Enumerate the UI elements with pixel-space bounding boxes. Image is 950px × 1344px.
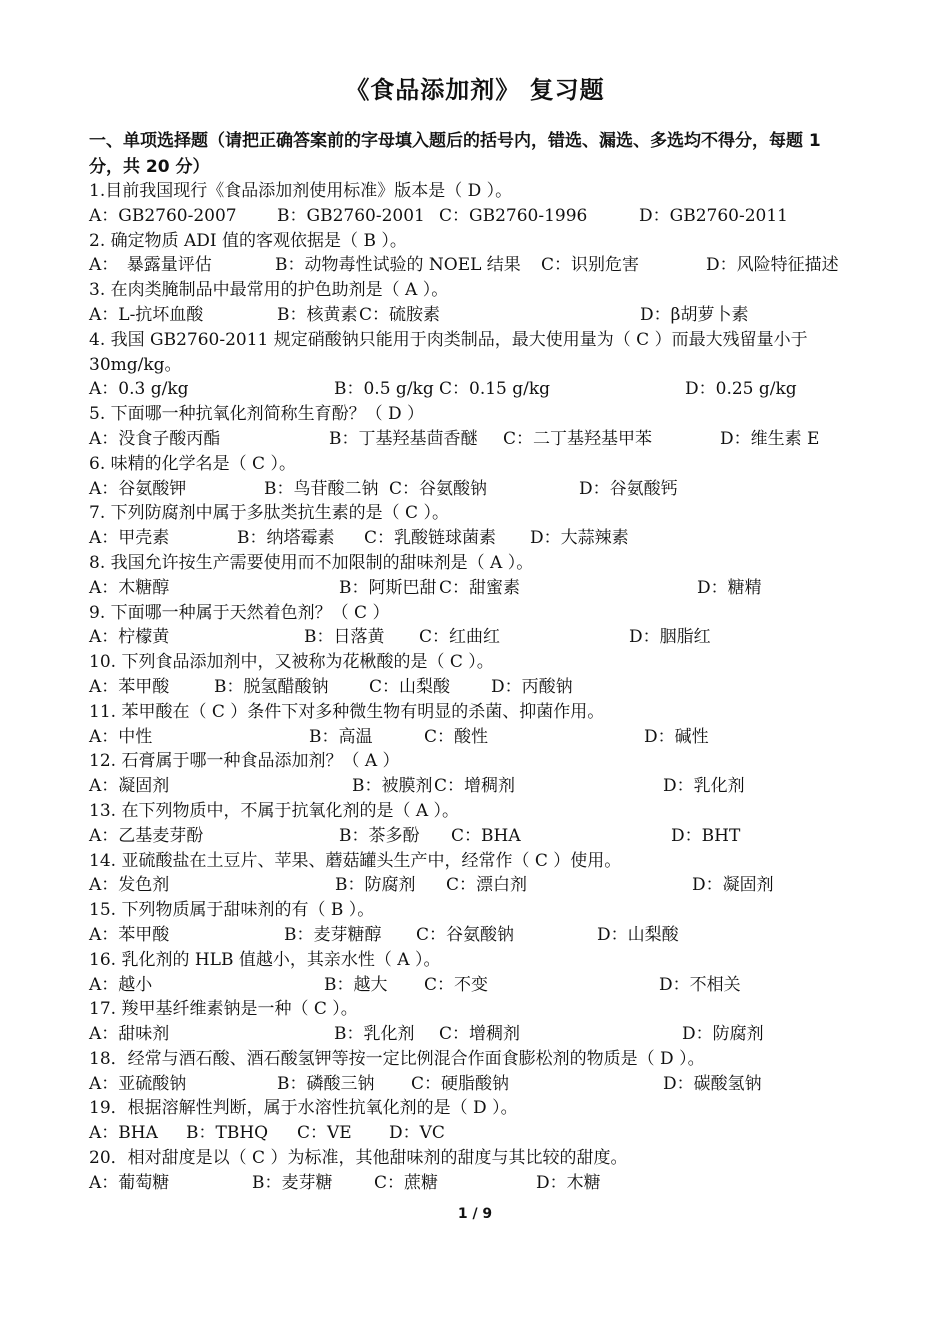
option-b: B：鸟苷酸二钠 <box>264 478 379 499</box>
option-b: B：核黄素 <box>277 304 358 325</box>
question-text: 7. 下列防腐剂中属于多肽类抗生素的是（ C ）。 <box>89 503 449 524</box>
question-text: 10. 下列食品添加剂中，又被称为花楸酸的是（ C ）。 <box>89 652 494 673</box>
option-d: D：VC <box>389 1123 445 1144</box>
options-row <box>89 477 869 502</box>
option-b: B：高温 <box>309 726 373 747</box>
option-a: A：乙基麦芽酚 <box>89 825 204 846</box>
option-a: A：亚硫酸钠 <box>89 1073 187 1094</box>
option-d: D：GB2760-2011 <box>639 205 788 226</box>
question-text: 20．相对甜度是以（ C ）为标准，其他甜味剂的甜度与其比较的甜度。 <box>89 1148 628 1169</box>
option-d: D：糖精 <box>697 577 762 598</box>
option-c: C：漂白剂 <box>446 875 528 896</box>
options-row <box>89 774 869 799</box>
option-b: B：茶多酚 <box>339 825 420 846</box>
question-text: 17. 羧甲基纤维素钠是一种（ C ）。 <box>89 999 358 1020</box>
option-c: C：不变 <box>424 974 489 995</box>
question-text: 19．根据溶解性判断，属于水溶性抗氧化剂的是（ D ）。 <box>89 1098 518 1119</box>
question-text: 3. 在肉类腌制品中最常用的护色助剂是（ A ）。 <box>89 280 449 301</box>
option-b: B：防腐剂 <box>335 875 416 896</box>
options-row <box>89 427 869 452</box>
option-c: C：0.15 g/kg <box>439 379 551 400</box>
option-b: B：0.5 g/kg <box>334 379 434 400</box>
option-a: A： 暴露量评估 <box>89 255 212 276</box>
options-row <box>89 923 869 948</box>
option-b: B：越大 <box>324 974 388 995</box>
option-c: C：酸性 <box>424 726 489 747</box>
question-text: 2. 确定物质 ADI 值的客观依据是（ B ）。 <box>89 230 407 251</box>
option-c: C：山梨酸 <box>369 676 451 697</box>
option-d: D：乳化剂 <box>663 776 745 797</box>
section-heading: 一、单项选择题（请把正确答案前的字母填入题后的括号内，错选、漏选、多选均不得分，每题 1 分，共 20 分） <box>89 131 821 177</box>
option-b: B：GB2760-2001 <box>277 205 425 226</box>
option-b: B：乳化剂 <box>334 1024 415 1045</box>
option-c: C：乳酸链球菌素 <box>364 528 497 549</box>
options-row <box>89 675 869 700</box>
option-d: D：碱性 <box>644 726 709 747</box>
question-text: 12. 石膏属于哪一种食品添加剂？（ A ） <box>89 751 400 772</box>
document-title: 《食品添加剂》 复习题 <box>345 76 605 104</box>
question-text: 11. 苯甲酸在（ C ）条件下对多种微生物有明显的杀菌、抑菌作用。 <box>89 701 605 722</box>
option-b: B：脱氢醋酸钠 <box>214 676 329 697</box>
options-row <box>89 303 869 328</box>
options-row <box>89 253 869 278</box>
question-text: 8. 我国允许按生产需要使用而不加限制的甜味剂是（ A ）。 <box>89 552 534 573</box>
question-text: 9. 下面哪一种属于天然着色剂？（ C ） <box>89 602 390 623</box>
option-c: C：BHA <box>451 825 521 846</box>
question-text: 4. 我国 GB2760-2011 规定硝酸钠只能用于肉类制品，最大使用量为（ C ）而最大残留量小于 30mg/kg。 <box>89 329 808 375</box>
option-a: A：甜味剂 <box>89 1024 170 1045</box>
option-b: B：麦芽糖 <box>252 1172 333 1193</box>
option-b: B：动物毒性试验的 NOEL 结果 <box>275 255 521 276</box>
option-d: D：BHT <box>671 825 741 846</box>
option-b: B：TBHQ <box>186 1123 269 1144</box>
option-c: C：硫胺素 <box>359 304 441 325</box>
option-c: C：VE <box>297 1123 352 1144</box>
question-text: 18．经常与酒石酸、酒石酸氢钾等按一定比例混合作面食膨松剂的物质是（ D ）。 <box>89 1048 705 1069</box>
option-d: D：大蒜辣素 <box>530 528 629 549</box>
options-row <box>89 1022 869 1047</box>
option-a: A：谷氨酸钾 <box>89 478 187 499</box>
option-a: A：木糖醇 <box>89 577 170 598</box>
options-row <box>89 625 869 650</box>
option-a: A：GB2760-2007 <box>89 205 237 226</box>
options-row <box>89 1121 869 1146</box>
page-number: 1 / 9 <box>457 1206 493 1222</box>
option-b: B：磷酸三钠 <box>277 1073 375 1094</box>
question-text: 5. 下面哪一种抗氧化剂简称生育酚？（ D ） <box>89 404 425 425</box>
question-text: 16. 乳化剂的 HLB 值越小，其亲水性（ A ）。 <box>89 949 441 970</box>
question-list <box>89 179 869 1196</box>
option-c: C：增稠剂 <box>439 1024 521 1045</box>
option-d: D：谷氨酸钙 <box>579 478 678 499</box>
option-b: B：纳塔霉素 <box>237 528 335 549</box>
option-a: A：没食子酸丙酯 <box>89 428 221 449</box>
options-row <box>89 204 869 229</box>
option-a: A：发色剂 <box>89 875 170 896</box>
options-row <box>89 1171 869 1196</box>
option-d: D：维生素 E <box>720 428 820 449</box>
options-row <box>89 576 869 601</box>
option-d: D：防腐剂 <box>682 1024 764 1045</box>
option-b: B：日落黄 <box>304 627 385 648</box>
option-d: D：碳酸氢钠 <box>663 1073 762 1094</box>
options-row <box>89 725 869 750</box>
options-row <box>89 973 869 998</box>
option-a: A：葡萄糖 <box>89 1172 170 1193</box>
option-b: B：丁基羟基茴香醚 <box>329 428 478 449</box>
option-c: C：红曲红 <box>419 627 501 648</box>
option-d: D：凝固剂 <box>692 875 774 896</box>
option-b: B：麦芽糖醇 <box>284 924 382 945</box>
option-c: C：甜蜜素 <box>439 577 521 598</box>
option-a: A：苯甲酸 <box>89 924 170 945</box>
options-row <box>89 1072 869 1097</box>
option-c: C：二丁基羟基甲苯 <box>503 428 653 449</box>
option-a: A：柠檬黄 <box>89 627 170 648</box>
option-d: D：不相关 <box>659 974 741 995</box>
option-d: D：胭脂红 <box>629 627 711 648</box>
option-a: A：甲壳素 <box>89 528 170 549</box>
option-d: D：风险特征描述 <box>706 255 839 276</box>
option-c: C：识别危害 <box>541 255 640 276</box>
option-c: C：谷氨酸钠 <box>416 924 515 945</box>
option-a: A：苯甲酸 <box>89 676 170 697</box>
option-a: A：0.3 g/kg <box>89 379 189 400</box>
question-text: 15. 下列物质属于甜味剂的有（ B ）。 <box>89 900 375 921</box>
option-a: A：中性 <box>89 726 153 747</box>
option-c: C：增稠剂 <box>434 776 516 797</box>
option-d: D：0.25 g/kg <box>685 379 797 400</box>
option-d: D：丙酸钠 <box>491 676 573 697</box>
option-a: A：越小 <box>89 974 153 995</box>
options-row <box>89 824 869 849</box>
options-row <box>89 873 869 898</box>
option-a: A：L-抗坏血酸 <box>89 304 204 325</box>
option-c: C：GB2760-1996 <box>439 205 588 226</box>
question-text: 13. 在下列物质中，不属于抗氧化剂的是（ A ）。 <box>89 800 460 821</box>
option-d: D：β胡萝卜素 <box>640 304 749 325</box>
question-text: 1.目前我国现行《食品添加剂使用标准》版本是（ D ）。 <box>89 181 513 201</box>
option-d: D：木糖 <box>536 1172 601 1193</box>
question-text: 6. 味精的化学名是（ C ）。 <box>89 453 296 474</box>
option-b: B：被膜剂 <box>352 776 433 797</box>
options-row <box>89 377 869 402</box>
option-b: B：阿斯巴甜 <box>339 577 437 598</box>
option-a: A：凝固剂 <box>89 776 170 797</box>
option-c: C：谷氨酸钠 <box>389 478 488 499</box>
option-c: C：蔗糖 <box>374 1172 439 1193</box>
options-row <box>89 526 869 551</box>
option-d: D：山梨酸 <box>597 924 679 945</box>
option-a: A：BHA <box>89 1123 158 1144</box>
question-text: 14. 亚硫酸盐在土豆片、苹果、蘑菇罐头生产中，经常作（ C ）使用。 <box>89 850 622 871</box>
option-c: C：硬脂酸钠 <box>411 1073 510 1094</box>
